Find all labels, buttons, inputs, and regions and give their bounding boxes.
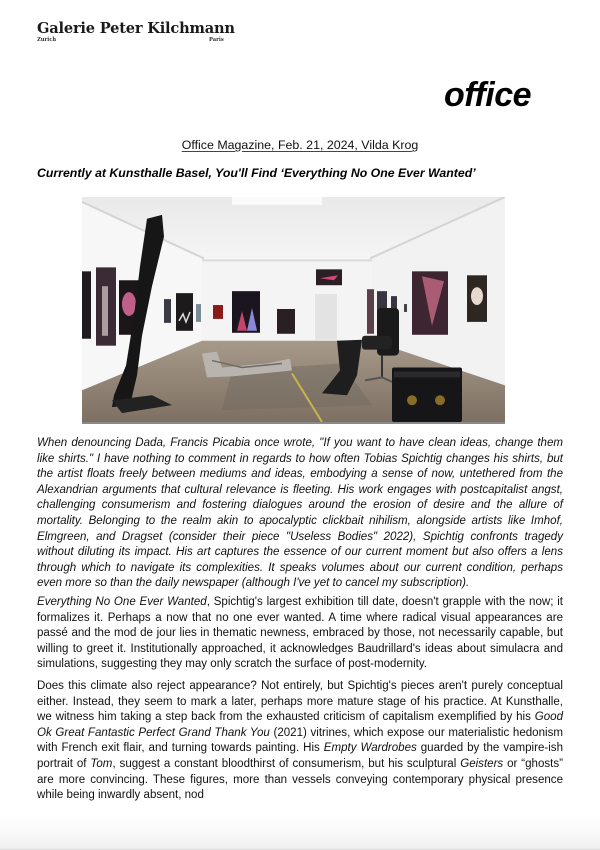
article-headline: Currently at Kunsthalle Basel, You'll Find ‘Everything No One Ever Wanted’ xyxy=(37,166,476,180)
article-paragraph-1: When denouncing Dada, Francis Picabia once wrote, "If you want to have clean ideas, change them like shirts." I have nothing to comment in regards to how often Tobias Spichtig changes his shirts, but the artist floats freely between mediums and ideas, embodying a sense of now, untethered from the Alexandrian arguments that cultural relevance is fleeting. His work engages with postcapitalist angst, challenging consumerism and fostering dialogues around the erosion of desire and the allure of mortality. Belonging to the realm akin to apocalyptic clickbait nihilism, alongside artists like Imhof, Elmgreen, and Dragset (consider their piece "Useless Bodies" 2022), Spichtig confronts tragedy without diluting its impact. His art captures the essence of our current moment but also offers a lens through which to navigate its complexities. It speaks volumes about our current condition, perhaps even more so than the daily newspaper (although I've yet to cancel my subscription). xyxy=(37,437,563,590)
paragraph-3-text-1: Does this climate also reject appearance? Not entirely, but Spichtig's pieces aren't purely conceptual either. Instead, they seem to mark a later, perhaps more mature stage of his practice. At Kunsthalle, we witness him taking a step back from the exhausted criticism of capitalism exemplified by his xyxy=(37,680,563,724)
paragraph-3-text-3: guarded by the vampire-ish portrait of xyxy=(37,742,563,770)
paragraph-3-text-5: or “ghosts” are more convincing. These figures, more than vessels conveying contemporary physical presence while being inwardly absent, nod xyxy=(37,757,564,802)
artwork-title-geisters: Geisters xyxy=(460,757,504,770)
artwork-title-vitrines: Good Ok Great Fantastic Perfect Grand Thank You xyxy=(37,711,563,739)
gallery-city-zurich: Zurich xyxy=(37,37,57,43)
artwork-title-empty-wardrobes: Empty Wardrobes xyxy=(323,742,417,755)
article-paragraph-2 xyxy=(37,595,563,673)
paragraph-2-text: , Spichtig's largest exhibition till date, doesn't grapple with the now; it formalizes it. Perhaps a now that no one ever wanted. A time where radical visual appearances are passé and the mod de jour lies in thematic newness, embraced by those, not necessarily capable, but willing to greet it. Institutionally approached, it acknowledges Baudrillard's ideas about simulacra and simulations, suggesting they may only scratch the surface of post-modernity. xyxy=(37,596,563,671)
paragraph-3-text-4: , suggest a constant bloodthirst of consumerism, but his sculptural xyxy=(112,757,461,770)
gallery-image xyxy=(82,197,505,422)
exhibition-title: Everything No One Ever Wanted xyxy=(37,596,207,608)
publication-logo: office xyxy=(444,76,532,114)
gallery-logo xyxy=(37,20,235,45)
citation-text: Office Magazine, Feb. 21, 2024, Vilda Krog xyxy=(181,138,419,152)
installation-photo xyxy=(82,197,505,424)
paragraph-3-text-2: (2021) vitrines, which expose our materialistic hedonism with French exit flair, and turning towards painting. His xyxy=(37,726,563,755)
article-paragraph-3 xyxy=(37,679,563,804)
gallery-cities xyxy=(37,37,227,45)
citation-line xyxy=(0,138,600,152)
gallery-city-paris: Paris xyxy=(209,37,224,43)
artwork-title-tom: Tom xyxy=(90,757,113,770)
gallery-name: Galerie Peter Kilchmann xyxy=(37,20,235,37)
